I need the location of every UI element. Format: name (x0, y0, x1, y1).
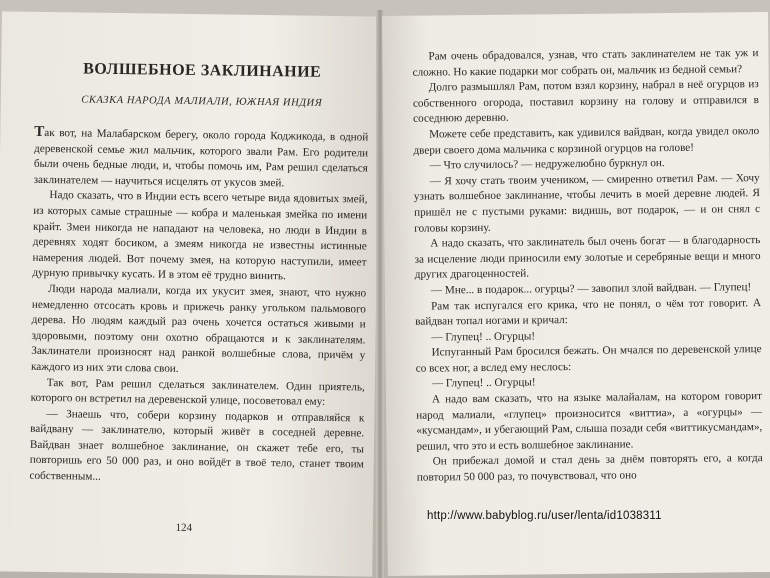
paragraph: — Глупец! .. Огурцы! (431, 330, 536, 344)
paragraph: А надо вам сказать, что на языке малайалам, на котором говорит народ малиали, «глупец» произносится «виттиа», а «огурцы» — «кусмандам», и убегающий Рам, слыша позади себя «виттикусмандам», решил, что это и есть волшебное заклинание. (416, 390, 763, 453)
paragraph: Испуганный Рам бросился бежать. Он мчался по деревенской улице со всех ног, а вслед ему неслось: (415, 343, 762, 375)
paragraph: Долго размышлял Рам, потом взял корзину, набрал в неё огурцов из собственного огорода, поставил корзину на голову и отправился в соседнюю деревню. (412, 78, 759, 126)
paragraph: Он прибежал домой и стал день за днём повторять его, а когда повторил 50 000 раз, то почувствовал, что оно (416, 452, 763, 484)
paragraph: Люди народа малиали, когда их укусит змея, знают, что нужно немедленно отсосать кровь и прижечь ранку угольком пальмового дерева. Но людям каждый раз очень хочется остаться живыми и здоровыми, поэтому они охотно обращаются и к заклинателям. Заклинатели произносят над ранкой волшебные слова, причём у каждого из них эти слова свои. (30, 282, 367, 375)
source-watermark: http://www.babyblog.ru/user/lenta/id1038311 (427, 510, 662, 522)
paragraph: — Знаешь что, собери корзину подарков и отправляйся к вайдвану — заклинателю, который живёт в соседней деревне. Вайдван знает волшебное заклинание, он скажет тебе его, ты повторишь его 50 000 раз, и оно войдёт в твоё тело, станет твоим собственным... (29, 407, 365, 483)
paragraph: — Я хочу стать твоим учеником, — смиренно ответил Рам. — Хочу узнать волшебное заклинание, чтобы лечить в моей деревне людей. Я пришёл не с пустыми руками: видишь, вот подарок, — и он снял с головы корзину. (413, 171, 761, 235)
story-title: ВОЛШЕБНОЕ ЗАКЛИНАНИЕ (83, 60, 322, 81)
paragraph: Рам так испугался его крика, что не понял, о чём тот говорит. А вайдван топал ногами и кричал: (415, 296, 762, 328)
paragraph: Так вот, Рам решил сделаться заклинателем. Один приятель, которого он встретил на деревенской улице, посоветовал ему: (30, 376, 365, 409)
paragraph: — Глупец! .. Огурцы! (431, 376, 536, 390)
paragraph: А надо сказать, что заклинатель был очень богат — в благодарность за исцеление люди приносили ему золотые и серебряные вещи и много других драгоценностей. (414, 234, 761, 282)
paragraph: Рам очень обрадовался, узнав, что стать заклинателем не так уж и сложно. Но какие подарки мог собрать он, мальчик из бедной семьи? (412, 47, 759, 79)
paragraph: Надо сказать, что в Индии есть всего четыре вида ядовитых змей, из которых самые страшные — кобра и маленькая змейка по имени крайт. Змеи никогда не нападают на человека, но люди в Индии в деревнях ходят босиком, а змеям никогда не известны истинные намерения людей. Вот почему змея, на которую наступили, имеет дурную привычку кусать. И в этом её трудно винить. (32, 189, 368, 283)
paragraph: Так вот, на Малабарском берегу, около города Коджикода, в одной деревенской семье жил мальчик, которого звали Рам. Его родители были очень бедные люди, и, чтобы помочь им, Рам решил сделаться заклинателем — научиться исцелять от укусов змей. (33, 123, 369, 190)
left-page (0, 11, 380, 576)
page-number: 124 (175, 521, 193, 535)
paragraph: Можете себе представить, как удивился вайдван, когда увидел около двери своего дома мальчика с корзиной огурцов на голове! (413, 125, 760, 157)
story-subtitle: СКАЗКА НАРОДА МАЛИАЛИ, ЮЖНАЯ ИНДИЯ (81, 94, 323, 109)
paragraph: — Мне... в подарок... огурцы? — завопил злой вайдван. — Глупец! (430, 281, 752, 297)
paragraph: — Что случилось? — недружелюбно буркнул он. (429, 157, 665, 172)
right-page (382, 12, 770, 576)
